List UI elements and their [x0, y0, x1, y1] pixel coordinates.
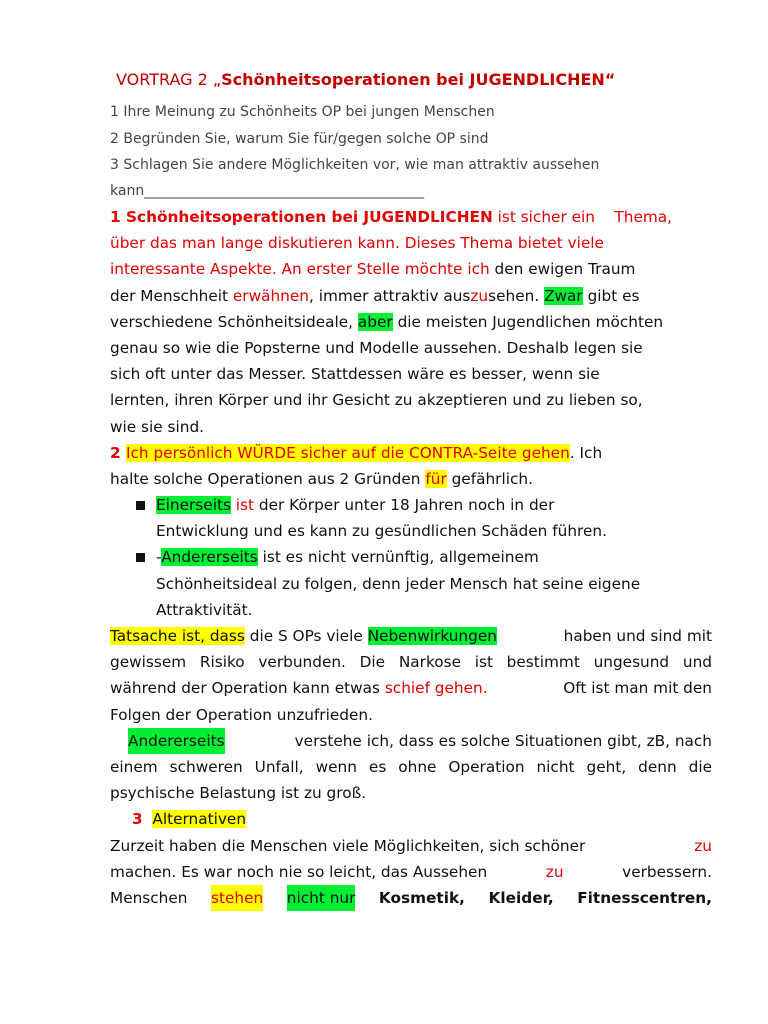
s1-line-2: über das man lange diskutieren kann. Dieses Thema bietet viele	[110, 234, 604, 253]
s1-line-4: der Menschheit erwähnen, immer attraktiv auszusehen. Zwar gibt es	[110, 286, 640, 305]
s2-para-line-7: psychische Belastung ist zu groß.	[110, 784, 367, 803]
s2-para-line-3: während der Operation kann etwas schief gehen. Oft ist man mit den	[110, 679, 712, 698]
bullet-item-2-continued-2: Attraktivität.	[156, 600, 253, 619]
square-bullet-icon	[136, 553, 145, 562]
highlight-zwar: Zwar	[544, 286, 583, 305]
s1-line-1: 1 Schönheitsoperationen bei JUGENDLICHEN ist sicher ein Thema,	[110, 208, 672, 226]
s1-line-7: sich oft unter das Messer. Stattdessen wäre es besser, wenn sie	[110, 365, 600, 384]
s2-para-line-2: gewissem Risiko verbunden. Die Narkose ist bestimmt ungesund und	[110, 653, 712, 672]
s1-line-9: wie sie sind.	[110, 417, 205, 436]
s3-line-3: Menschen stehen nicht nur Kosmetik, Kleider, Fitnesscentren,	[110, 885, 712, 911]
bullet-item-2-continued: Schönheitsideal zu folgen, denn jeder Mensch hat seine eigene	[156, 574, 641, 593]
title-prefix: VORTRAG 2 „	[116, 70, 222, 89]
highlight-contra: Ich persönlich WÜRDE sicher auf die CONTRA-Seite gehen	[125, 443, 570, 462]
bullet-item-2: -Andererseits ist es nicht vernünftig, allgemeinem	[110, 544, 712, 570]
s1-heading: Schönheitsoperationen bei JUGENDLICHEN	[125, 208, 493, 226]
task-3-continued: kann________________________________________	[110, 183, 425, 199]
s2-para-line-1: Tatsache ist, dass die S OPs viele Nebenwirkungen haben und sind mit	[110, 627, 712, 645]
bullet-item-1: Einerseits ist der Körper unter 18 Jahren noch in der	[110, 492, 712, 518]
highlight-andererseits-2: Andererseits	[128, 728, 225, 754]
highlight-stehen: stehen	[211, 885, 263, 911]
highlight-alternativen: Alternativen	[152, 810, 247, 829]
s1-line-6: genau so wie die Popsterne und Modelle aussehen. Deshalb legen sie	[110, 338, 643, 357]
s2-para-line-5: Andererseits verstehe ich, dass es solche Situationen gibt, zB, nach	[110, 728, 712, 754]
s2-line-1: 2 Ich persönlich WÜRDE sicher auf die CONTRA-Seite gehen. Ich	[110, 443, 603, 462]
highlight-aber: aber	[357, 312, 393, 331]
title-topic: Schönheitsoperationen bei JUGENDLICHEN“	[221, 70, 616, 89]
s1-line-3: interessante Aspekte. An erster Stelle möchte ich den ewigen Traum	[110, 260, 636, 279]
s1-line-8: lernten, ihren Körper und ihr Gesicht zu akzeptieren und zu lieben so,	[110, 391, 643, 410]
highlight-einerseits: Einerseits	[156, 496, 231, 515]
square-bullet-icon	[136, 501, 145, 510]
s2-para-line-6: einem schweren Unfall, wenn es ohne Operation nicht geht, denn die	[110, 757, 712, 776]
highlight-andererseits: Andererseits	[161, 548, 258, 567]
highlight-nicht-nur: nicht nur	[287, 885, 356, 911]
s3-line-2: machen. Es war noch nie so leicht, das Aussehen zu verbessern.	[110, 862, 712, 881]
s3-line-1: Zurzeit haben die Menschen viele Möglichkeiten, sich schöner zu	[110, 836, 712, 855]
highlight-nebenwirkungen: Nebenwirkungen	[367, 627, 497, 645]
s3-heading-line: 3 Alternativen	[132, 810, 247, 829]
s2-line-2: halte solche Operationen aus 2 Gründen für gefährlich.	[110, 469, 533, 488]
task-1: 1 Ihre Meinung zu Schönheits OP bei jungen Menschen	[110, 104, 495, 120]
highlight-tatsache: Tatsache ist, dass	[110, 627, 245, 645]
s2-para-line-4: Folgen der Operation unzufrieden.	[110, 705, 373, 724]
s1-line-5: verschiedene Schönheitsideale, aber die meisten Jugendlichen möchten	[110, 312, 664, 331]
highlight-fuer: für	[425, 469, 447, 488]
document-title	[116, 70, 615, 89]
task-2: 2 Begründen Sie, warum Sie für/gegen solche OP sind	[110, 131, 489, 147]
bullet-item-1-continued: Entwicklung und es kann zu gesündlichen Schäden führen.	[156, 522, 607, 541]
essay-body	[110, 204, 712, 911]
task-3: 3 Schlagen Sie andere Möglichkeiten vor, wie man attraktiv aussehen	[110, 157, 600, 173]
